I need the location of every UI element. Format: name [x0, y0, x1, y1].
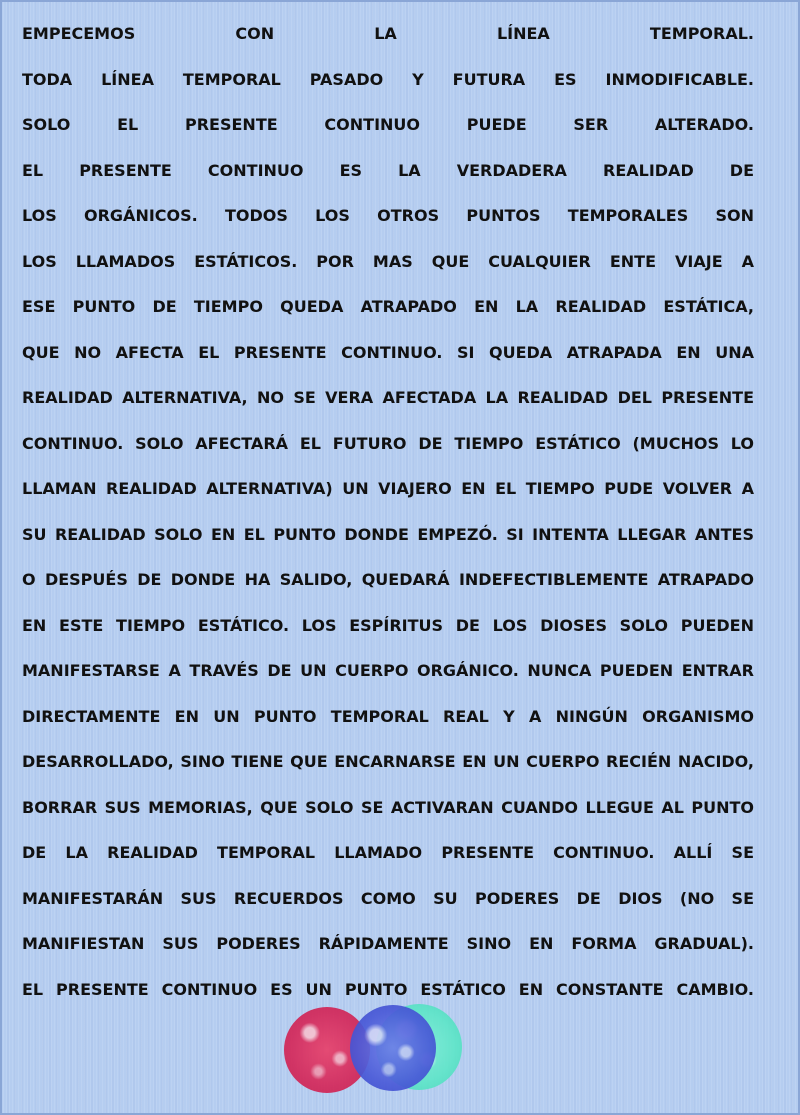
text-line-2: TODA LÍNEA TEMPORAL PASADO Y FUTURA ES INMODIFICABLE. [22, 69, 754, 89]
text-line-4: EL PRESENTE CONTINUO ES LA VERDADERA REALIDAD DE [22, 160, 754, 180]
text-line-15: MANIFESTARSE A TRAVÉS DE UN CUERPO ORGÁNICO. NUNCA PUEDEN ENTRAR [22, 661, 754, 680]
text-line-6: LOS LLAMADOS ESTÁTICOS. POR MAS QUE CUALQUIER ENTE VIAJE A [22, 251, 754, 271]
text-line-14: EN ESTE TIEMPO ESTÁTICO. LOS ESPÍRITUS DE LOS DIOSES SOLO PUEDEN [22, 615, 754, 635]
text-line-9: REALIDAD ALTERNATIVA, NO SE VERA AFECTADA LA REALIDAD DEL PRESENTE [22, 388, 754, 407]
text-line-18: BORRAR SUS MEMORIAS, QUE SOLO SE ACTIVARAN CUANDO LLEGUE AL PUNTO [22, 797, 754, 817]
text-line-16: DIRECTAMENTE EN UN PUNTO TEMPORAL REAL Y A NINGÚN ORGANISMO [22, 706, 754, 726]
text-line-10: CONTINUO. SOLO AFECTARÁ EL FUTURO DE TIEMPO ESTÁTICO (MUCHOS LO [22, 433, 754, 453]
text-line-5: LOS ORGÁNICOS. TODOS LOS OTROS PUNTOS TEMPORALES SON [22, 206, 754, 225]
text-block [22, 18, 754, 1019]
text-line-21: MANIFIESTAN SUS PODERES RÁPIDAMENTE SINO EN FORMA GRADUAL). [22, 934, 754, 953]
text-line-3: SOLO EL PRESENTE CONTINUO PUEDE SER ALTERADO. [22, 115, 754, 134]
text-line-20: MANIFESTARÁN SUS RECUERDOS COMO SU PODERES DE DIOS (NO SE [22, 888, 754, 908]
text-line-19: DE LA REALIDAD TEMPORAL LLAMADO PRESENTE CONTINUO. ALLÍ SE [22, 843, 754, 862]
text-line-22: EL PRESENTE CONTINUO ES UN PUNTO ESTÁTICO EN CONSTANTE CAMBIO. [22, 979, 754, 999]
text-line-8: QUE NO AFECTA EL PRESENTE CONTINUO. SI QUEDA ATRAPADA EN UNA [22, 342, 754, 362]
text-line-7: ESE PUNTO DE TIEMPO QUEDA ATRAPADO EN LA REALIDAD ESTÁTICA, [22, 297, 754, 316]
text-line-12: SU REALIDAD SOLO EN EL PUNTO DONDE EMPEZÓ. SI INTENTA LLEGAR ANTES [22, 524, 754, 544]
text-line-11: LLAMAN REALIDAD ALTERNATIVA) UN VIAJERO EN EL TIEMPO PUDE VOLVER A [22, 479, 754, 498]
text-line-17: DESARROLLADO, SINO TIENE QUE ENCARNARSE EN UN CUERPO RECIÉN NACIDO, [22, 752, 754, 771]
text-line-1: EMPECEMOS CON LA LÍNEA TEMPORAL. [22, 24, 754, 43]
decorative-circles [284, 1004, 464, 1096]
blue-circle [350, 1005, 436, 1091]
text-line-13: O DESPUÉS DE DONDE HA SALIDO, QUEDARÁ INDEFECTIBLEMENTE ATRAPADO [22, 570, 754, 589]
